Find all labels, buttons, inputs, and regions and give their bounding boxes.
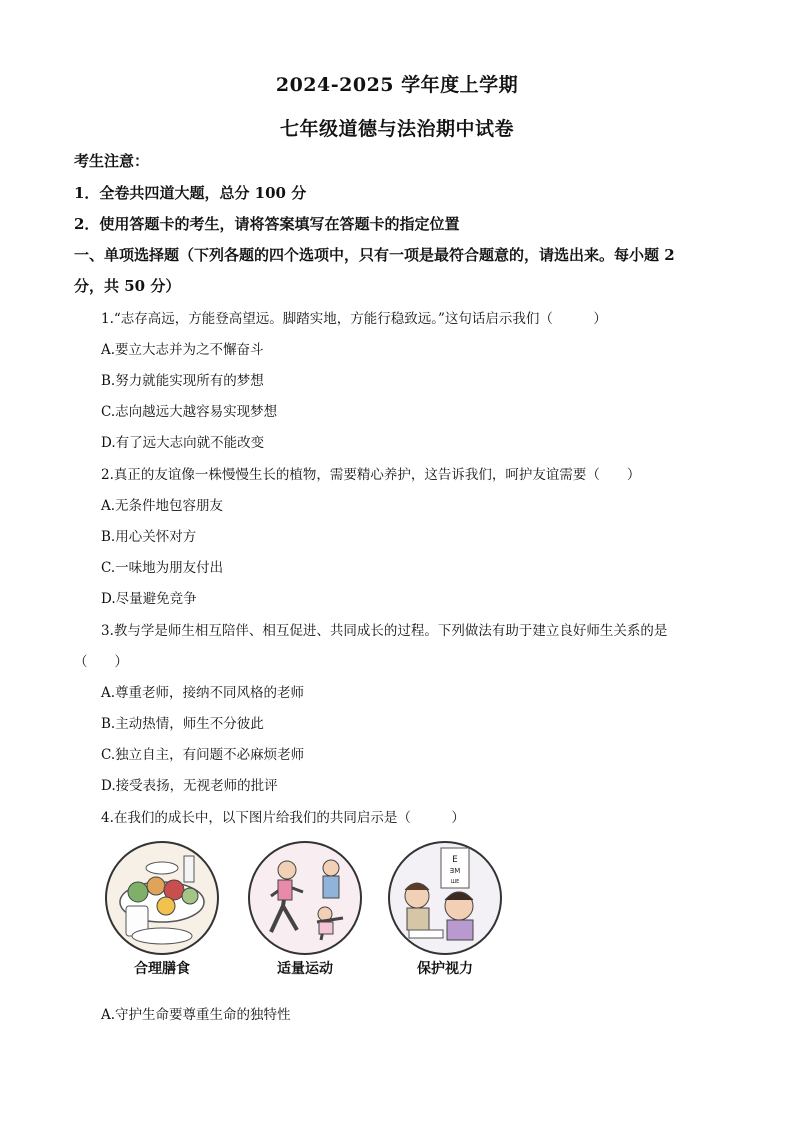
question-1-option-a: A.要立大志并为之不懈奋斗 — [101, 342, 264, 358]
eye-protection-icon — [387, 840, 503, 956]
question-2-option-d: D.尽量避免竞争 — [101, 591, 197, 607]
question-1-stem: 1.“志存高远，方能登高望远。脚踏实地，方能行稳致远。”这句话启示我们（ ） — [101, 311, 607, 327]
notice-heading: 考生注意： — [74, 152, 150, 170]
question-4-option-a: A.守护生命要尊重生命的独特性 — [101, 1007, 291, 1023]
healthy-diet-caption: 合理膳食 — [134, 961, 190, 977]
question-1-option-b: B.努力就能实现所有的梦想 — [101, 373, 264, 389]
section-heading-line-1: 一、单项选择题（下列各题的四个选项中，只有一项是最符合题意的，请选出来。每小题 2 — [74, 246, 675, 264]
svg-text:ƎM: ƎM — [449, 867, 461, 875]
question-4-images — [100, 840, 520, 990]
question-2-option-a: A.无条件地包容朋友 — [101, 498, 224, 514]
question-4-stem: 4.在我们的成长中，以下图片给我们的共同启示是（ ） — [101, 810, 465, 826]
question-3-option-a: A.尊重老师，接纳不同风格的老师 — [101, 685, 305, 701]
question-3-stem-answer-blank: （ ） — [74, 654, 128, 670]
exercise-caption: 适量运动 — [277, 961, 333, 977]
question-3-option-b: B.主动热情，师生不分彼此 — [101, 716, 264, 732]
notice-item-2: 2．使用答题卡的考生，请将答案填写在答题卡的指定位置 — [74, 215, 460, 233]
notice-item-1: 1．全卷共四道大题，总分 100 分 — [74, 184, 307, 202]
exercise-icon — [247, 840, 363, 956]
question-2-option-c: C.一味地为朋友付出 — [101, 560, 224, 576]
question-2-stem: 2.真正的友谊像一株慢慢生长的植物，需要精心养护，这告诉我们，呵护友谊需要（ ） — [101, 467, 641, 483]
question-2-option-b: B.用心关怀对方 — [101, 529, 197, 545]
healthy-diet-icon — [104, 840, 220, 956]
eye-protection-caption: 保护视力 — [417, 961, 473, 977]
svg-text:ШE: ШE — [450, 879, 460, 885]
question-1-option-c: C.志向越远大越容易实现梦想 — [101, 404, 278, 420]
question-3-option-c: C.独立自主，有问题不必麻烦老师 — [101, 747, 305, 763]
section-heading-line-2: 分，共 50 分） — [74, 277, 181, 295]
question-3-option-d: D.接受表扬，无视老师的批评 — [101, 778, 278, 794]
question-3-stem: 3.教与学是师生相互陪伴、相互促进、共同成长的过程。下列做法有助于建立良好师生关系的是 — [101, 623, 668, 639]
page-subtitle: 七年级道德与法治期中试卷 — [279, 118, 514, 140]
svg-text:E: E — [452, 855, 458, 865]
page-title: 2024-2025 学年度上学期 — [275, 74, 519, 96]
question-1-option-d: D.有了远大志向就不能改变 — [101, 435, 265, 451]
